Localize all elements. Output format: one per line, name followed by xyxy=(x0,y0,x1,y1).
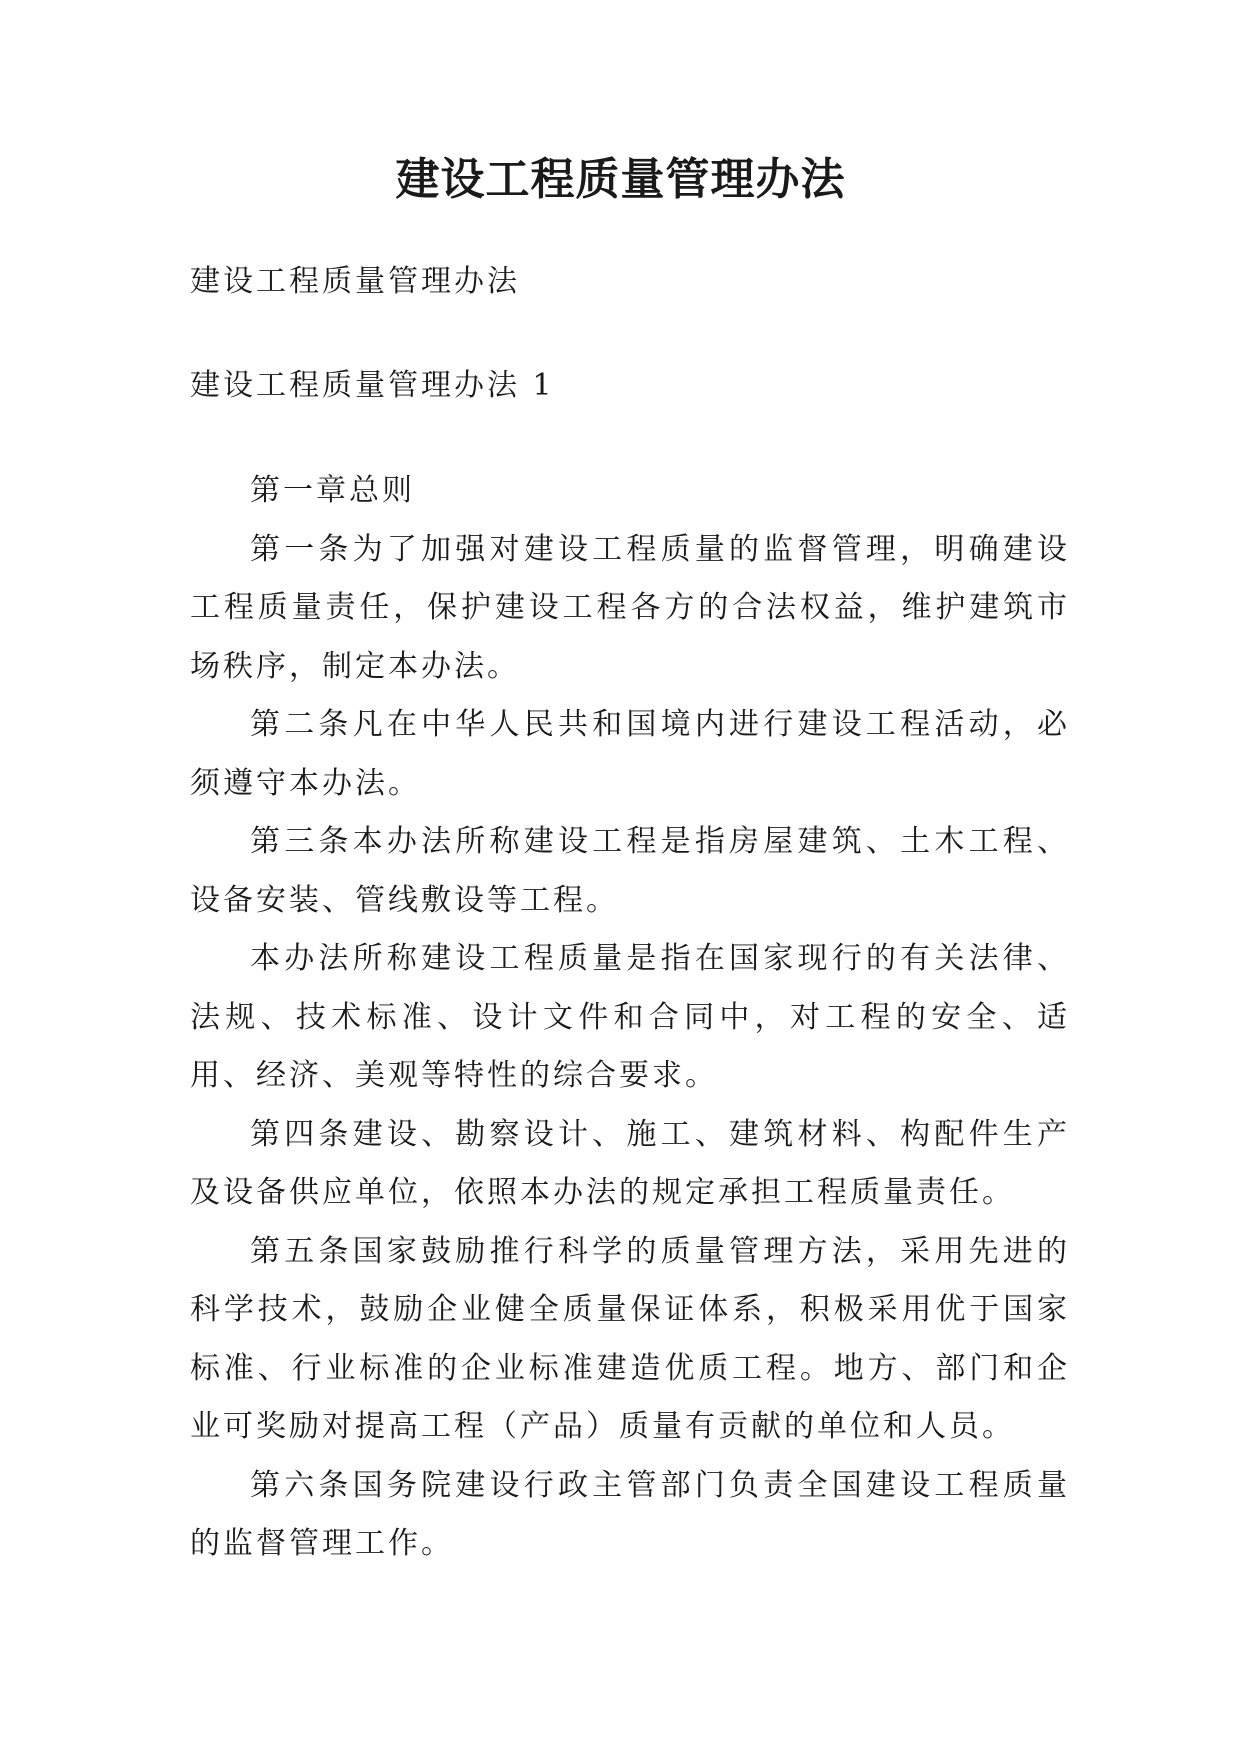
document-title: 建设工程质量管理办法 xyxy=(395,154,846,205)
article-paragraph: 第一条为了加强对建设工程质量的监督管理，明确建设工程质量责任，保护建设工程各方的合法权益，维护建筑市场秩序，制定本办法。 xyxy=(190,531,1070,684)
article-paragraph: 本办法所称建设工程质量是指在国家现行的有关法律、法规、技术标准、设计文件和合同中，对工程的安全、适用、经济、美观等特性的综合要求。 xyxy=(190,941,1070,1093)
article-paragraph: 第三条本办法所称建设工程是指房屋建筑、土木工程、设备安装、管线敷设等工程。 xyxy=(190,824,1070,918)
article-paragraph: 第五条国家鼓励推行科学的质量管理方法，采用先进的科学技术，鼓励企业健全质量保证体系，积极采用优于国家标准、行业标准的企业标准建造优质工程。地方、部门和企业可奖励对提高工程（产品）质量有贡献的单位和人员。 xyxy=(190,1233,1070,1444)
chapter-heading: 第一章总则 xyxy=(250,473,415,508)
article-paragraph: 第二条凡在中华人民共和国境内进行建设工程活动，必须遵守本办法。 xyxy=(190,707,1070,801)
document-body xyxy=(190,462,1070,1574)
article-paragraph: 第六条国务院建设行政主管部门负责全国建设工程质量的监督管理工作。 xyxy=(190,1467,1070,1561)
document-subtitle: 建设工程质量管理办法 xyxy=(190,264,520,299)
article-paragraph: 第四条建设、勘察设计、施工、建筑材料、构配件生产及设备供应单位，依照本办法的规定承担工程质量责任。 xyxy=(190,1116,1070,1210)
section-heading: 建设工程质量管理办法 1 xyxy=(190,368,555,403)
